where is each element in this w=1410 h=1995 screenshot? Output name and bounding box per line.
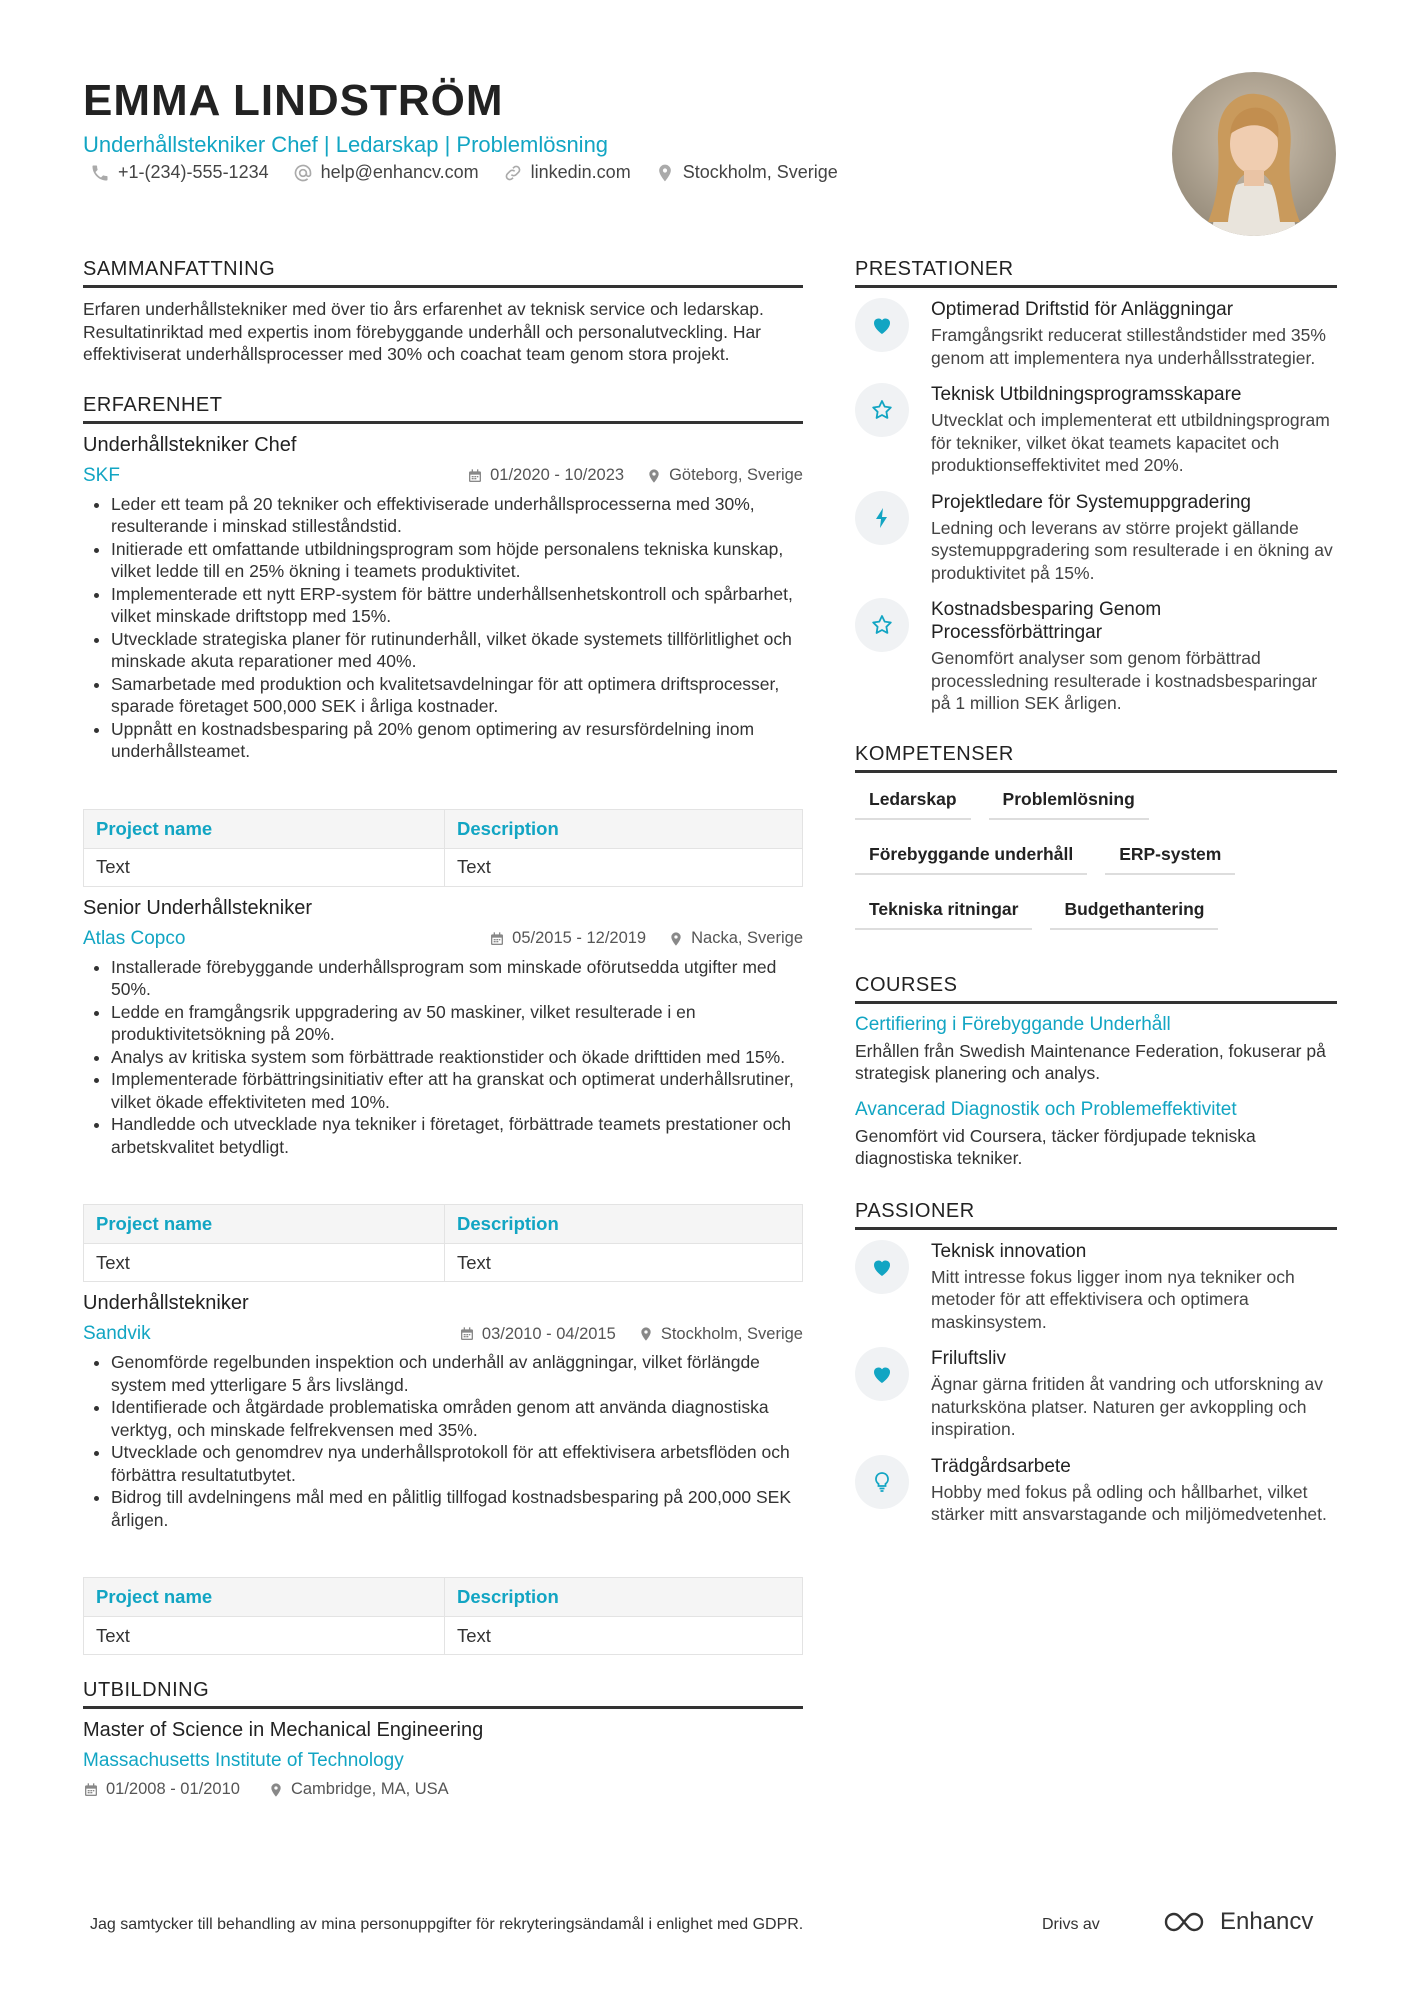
- passion-icon-wrap: [855, 1347, 909, 1401]
- star-icon: [870, 398, 894, 422]
- summary-text: Erfaren underhållstekniker med över tio års erfarenhet av teknisk service och ledarskap. Resultatinriktad med expertis inom förebyggande underhåll och personalutveckling. Har effektiviserat underhållsprocesser med 30% och coachat team genom stora projekt.: [83, 299, 764, 364]
- heart-icon: [870, 1362, 894, 1386]
- link-icon: [503, 163, 523, 183]
- skills-list: [855, 783, 1337, 930]
- achievement-body: [931, 383, 1337, 477]
- passions-section: [855, 1200, 1337, 1526]
- right-column: [855, 258, 1337, 1540]
- list-item: • Bidrog till avdelningens mål med en pålitlig tillfogad kostnadsbesparing på 200,000 SEK årligen.: [111, 1486, 803, 1531]
- job-entry: [83, 1292, 803, 1655]
- passion-title: Trädgårdsarbete: [931, 1455, 1071, 1477]
- table-header: Description: [445, 1578, 803, 1617]
- job-location-text: Nacka, Sverige: [691, 929, 803, 947]
- achievement-body: [931, 491, 1337, 585]
- heart-icon: [870, 313, 894, 337]
- table-header: Project name: [84, 1205, 445, 1244]
- project-table: [83, 1204, 803, 1282]
- list-item: • Implementerade ett nytt ERP-system för bättre underhållsenhetskontroll och spårbarhet, vilket minskade driftstopp med 15%.: [111, 583, 803, 628]
- achievement-desc: Ledning och leverans av större projekt gällande systemuppgradering som resulterade i en ökning av produktivitet på 15%.: [931, 517, 1333, 583]
- table-header-row: [84, 1578, 803, 1617]
- job-meta: [83, 465, 803, 487]
- location-pin-icon: [655, 163, 675, 183]
- candidate-name: EMMA LINDSTRÖM: [83, 76, 504, 125]
- list-item: • Implementerade förbättringsinitiativ efter att ha granskat och optimerat underhållsrutiner, vilket ökade effektiviteten med 10%.: [111, 1068, 803, 1113]
- job-location: [668, 929, 803, 948]
- table-row: [84, 1244, 803, 1282]
- passion-desc: Mitt intresse fokus ligger inom nya tekniker och metoder för att effektivisera och optimera maskinsystem.: [931, 1266, 1295, 1332]
- calendar-icon: [489, 931, 505, 947]
- job-meta-right: [459, 1325, 803, 1344]
- table-cell: Text: [84, 1617, 445, 1655]
- skill-tag: Ledarskap: [855, 783, 971, 820]
- table-header: Description: [445, 1205, 803, 1244]
- achievements-title: PRESTATIONER: [855, 258, 1337, 288]
- passion-icon-wrap: [855, 1455, 909, 1509]
- list-item: • Handledde och utvecklade nya tekniker i företaget, förbättrade teamets prestationer och arbetskvalitet betydligt.: [111, 1113, 803, 1158]
- achievement-desc: Utvecklat och implementerat ett utbildningsprogram för tekniker, vilket ökat teamets kapacitet och produktionseffektivitet med 20%.: [931, 410, 1330, 475]
- skills-title: KOMPETENSER: [855, 743, 1337, 773]
- achievement-body: [931, 598, 1337, 715]
- courses-section: [855, 974, 1337, 1170]
- job-title: Underhållstekniker: [83, 1292, 249, 1314]
- job-title: Underhållstekniker Chef: [83, 433, 297, 456]
- education-location-text: Cambridge, MA, USA: [290, 1780, 449, 1798]
- location-pin-icon: [268, 1782, 284, 1798]
- lightbulb-icon: [870, 1470, 894, 1494]
- summary-section: [83, 258, 803, 366]
- passion-title: Friluftsliv: [931, 1348, 1006, 1369]
- experience-title: ERFARENHET: [83, 394, 803, 424]
- calendar-icon: [467, 468, 483, 484]
- location-pin-icon: [638, 1326, 654, 1342]
- job-dates-text: 01/2020 - 10/2023: [490, 466, 625, 484]
- experience-section: [83, 394, 803, 1656]
- calendar-icon: [459, 1326, 475, 1342]
- course-item: [855, 1014, 1337, 1085]
- passion-desc: Hobby med fokus på odling och hållbarhet, vilket stärker mitt ansvarstagande och miljömedvetenhet.: [931, 1481, 1327, 1524]
- achievement-icon-wrap: [855, 598, 909, 652]
- list-item: • Genomförde regelbunden inspektion och underhåll av anläggningar, vilket förlängde system med ytterligare 5 års livslängd.: [111, 1351, 803, 1396]
- passion-body: [931, 1347, 1337, 1441]
- location-pin-icon: [646, 468, 662, 484]
- contact-phone: [90, 162, 269, 183]
- education-meta: [83, 1780, 803, 1799]
- project-table: [83, 809, 803, 887]
- job-bullets: [83, 493, 803, 763]
- job-location-text: Göteborg, Sverige: [669, 466, 803, 484]
- achievement-icon-wrap: [855, 491, 909, 545]
- list-item: • Utvecklade och genomdrev nya underhållsprotokoll för att effektivisera arbetsflöden och förbättra resultatutbytet.: [111, 1441, 803, 1486]
- job-location: [638, 1325, 803, 1344]
- email-text[interactable]: help@enhancv.com: [320, 162, 479, 182]
- profile-photo: [1172, 72, 1336, 236]
- job-location-text: Stockholm, Sverige: [660, 1324, 803, 1343]
- education-dates-text: 01/2008 - 01/2010: [106, 1780, 240, 1798]
- table-row: [84, 848, 803, 886]
- job-bullets: [83, 956, 803, 1159]
- at-icon: [293, 163, 313, 183]
- passion-item: [855, 1455, 1337, 1526]
- table-header-row: [84, 809, 803, 848]
- linkedin-text[interactable]: linkedin.com: [530, 162, 631, 182]
- passion-desc: Ägnar gärna fritiden åt vandring och utforskning av naturksköna platser. Naturen ger avkoppling och inspiration.: [931, 1374, 1324, 1439]
- table-header: Project name: [84, 809, 445, 848]
- skill-tag: ERP-system: [1105, 838, 1235, 875]
- skills-section: [855, 743, 1337, 930]
- phone-icon: [90, 163, 110, 183]
- course-title: Avancerad Diagnostik och Problemeffektivitet: [855, 1098, 1237, 1120]
- profile-portrait-icon: [1172, 72, 1336, 236]
- project-table: [83, 1577, 803, 1655]
- table-cell: Text: [84, 1244, 445, 1282]
- job-dates: [467, 466, 624, 485]
- courses-title: COURSES: [855, 974, 1337, 1004]
- company-name: Atlas Copco: [83, 927, 186, 949]
- job-meta-right: [467, 466, 803, 485]
- achievements-section: [855, 258, 1337, 715]
- achievement-icon-wrap: [855, 383, 909, 437]
- job-entry: [83, 434, 803, 887]
- star-icon: [870, 613, 894, 637]
- contact-location: [655, 162, 838, 183]
- job-location: [646, 466, 803, 485]
- list-item: • Leder ett team på 20 tekniker och effektiviserade underhållsprocesserna med 30%, resulterande i minskad stilleståndstid.: [111, 493, 803, 538]
- achievement-desc: Framgångsrikt reducerat stilleståndstider med 35% genom att implementera nya underhållsstrategier.: [931, 325, 1326, 368]
- location-text: Stockholm, Sverige: [682, 162, 838, 182]
- job-dates: [459, 1325, 616, 1344]
- job-bullets: [83, 1351, 803, 1531]
- list-item: • Utvecklade strategiska planer för rutinunderhåll, vilket ökade systemets tillförlitlighet och minskade akuta reparationer med 40%.: [111, 628, 803, 673]
- education-degree: Master of Science in Mechanical Engineering: [83, 1719, 484, 1741]
- job-meta-right: [489, 929, 803, 948]
- skill-tag: Problemlösning: [989, 783, 1149, 820]
- summary-title: SAMMANFATTNING: [83, 258, 803, 288]
- passion-body: [931, 1240, 1337, 1334]
- education-location: [268, 1780, 449, 1799]
- job-title: Senior Underhållstekniker: [83, 896, 313, 919]
- table-cell: Text: [445, 1617, 803, 1655]
- list-item: • Installerade förebyggande underhållsprogram som minskade oförutsedda utgifter med 50%.: [111, 956, 803, 1001]
- education-section: [83, 1679, 803, 1799]
- achievement-desc: Genomfört analyser som genom förbättrad processledning resulterade i kostnadsbesparingar på 1 million SEK årligen.: [931, 648, 1318, 713]
- job-meta: [83, 1323, 803, 1345]
- skill-tag: Budgethantering: [1050, 893, 1218, 930]
- list-item: • Analys av kritiska system som förbättrade reaktionstider och ökade drifttiden med 15%.: [111, 1046, 803, 1069]
- bolt-icon: [870, 506, 894, 530]
- job-dates-text: 05/2015 - 12/2019: [512, 929, 647, 947]
- gdpr-consent-note: Jag samtycker till behandling av mina personuppgifter för rekryteringsändamål i enlighet med GDPR.: [90, 1916, 804, 1933]
- enhancv-logo[interactable]: [1162, 1908, 1313, 1936]
- company-name: Sandvik: [83, 1323, 151, 1344]
- phone-text: +1-(234)-555-1234: [118, 162, 269, 182]
- job-dates: [489, 929, 646, 948]
- achievement-title: Optimerad Driftstid för Anläggningar: [931, 299, 1234, 320]
- education-title: UTBILDNING: [83, 1679, 803, 1709]
- list-item: • Uppnått en kostnadsbesparing på 20% genom optimering av resursfördelning inom underhållsteamet.: [111, 718, 803, 763]
- contact-bar: [90, 162, 838, 183]
- table-header: Project name: [84, 1578, 445, 1617]
- skill-tag: Tekniska ritningar: [855, 893, 1032, 930]
- enhancv-logo-text: Enhancv: [1220, 1908, 1314, 1935]
- contact-email[interactable]: [293, 162, 479, 183]
- left-column: [83, 258, 803, 1799]
- passion-body: [931, 1455, 1337, 1526]
- passion-item: [855, 1240, 1337, 1334]
- table-cell: Text: [84, 848, 445, 886]
- achievement-icon-wrap: [855, 298, 909, 352]
- course-title: Certifiering i Förebyggande Underhåll: [855, 1013, 1171, 1035]
- achievement-item: [855, 598, 1337, 715]
- achievement-item: [855, 491, 1337, 585]
- table-row: [84, 1617, 803, 1655]
- list-item: • Identifierade och åtgärdade problematiska områden genom att använda diagnostiska verktyg, och minskade felfrekvensen med 35%.: [111, 1396, 803, 1441]
- course-item: [855, 1099, 1337, 1170]
- contact-linkedin[interactable]: [503, 162, 631, 183]
- achievement-item: [855, 383, 1337, 477]
- achievement-title: Kostnadsbesparing Genom Processförbättringar: [931, 599, 1162, 643]
- table-header-row: [84, 1205, 803, 1244]
- table-cell: Text: [445, 1244, 803, 1282]
- calendar-icon: [83, 1782, 99, 1798]
- passion-title: Teknisk innovation: [931, 1240, 1087, 1262]
- list-item: • Ledde en framgångsrik uppgradering av 50 maskiner, vilket resulterade i en produktivitetsökning på 20%.: [111, 1001, 803, 1046]
- table-cell: Text: [445, 848, 803, 886]
- enhancv-logo-icon: [1162, 1909, 1210, 1935]
- passions-title: PASSIONER: [855, 1200, 1337, 1230]
- skill-tag: Förebyggande underhåll: [855, 838, 1087, 875]
- course-desc: Genomfört vid Coursera, täcker fördjupade tekniska diagnostiska tekniker.: [855, 1125, 1256, 1168]
- education-dates: [83, 1780, 240, 1799]
- candidate-subtitle: Underhållstekniker Chef | Ledarskap | Problemlösning: [83, 132, 609, 157]
- job-dates-text: 03/2010 - 04/2015: [481, 1324, 616, 1343]
- education-school: Massachusetts Institute of Technology: [83, 1750, 404, 1771]
- passion-icon-wrap: [855, 1240, 909, 1294]
- job-entry: [83, 897, 803, 1283]
- table-header: Description: [445, 809, 803, 848]
- course-desc: Erhållen från Swedish Maintenance Federation, fokuserar på strategisk planering och analys.: [855, 1040, 1326, 1083]
- list-item: • Initierade ett omfattande utbildningsprogram som höjde personalens tekniska kunskap, vilket ledde till en 25% ökning i teamets produktivitet.: [111, 538, 803, 583]
- passion-item: [855, 1347, 1337, 1441]
- heart-icon: [870, 1255, 894, 1279]
- location-pin-icon: [668, 931, 684, 947]
- powered-by-label: Drivs av: [1042, 1916, 1100, 1933]
- list-item: • Samarbetade med produktion och kvalitetsavdelningar för att optimera driftsprocesser, sparade företaget 500,000 SEK i årliga kostnader.: [111, 673, 803, 718]
- job-meta: [83, 928, 803, 950]
- achievement-title: Projektledare för Systemuppgradering: [931, 491, 1252, 513]
- achievement-title: Teknisk Utbildningsprogramsskapare: [931, 384, 1242, 405]
- achievement-item: [855, 298, 1337, 369]
- achievement-body: [931, 298, 1337, 369]
- company-name: SKF: [83, 464, 120, 486]
